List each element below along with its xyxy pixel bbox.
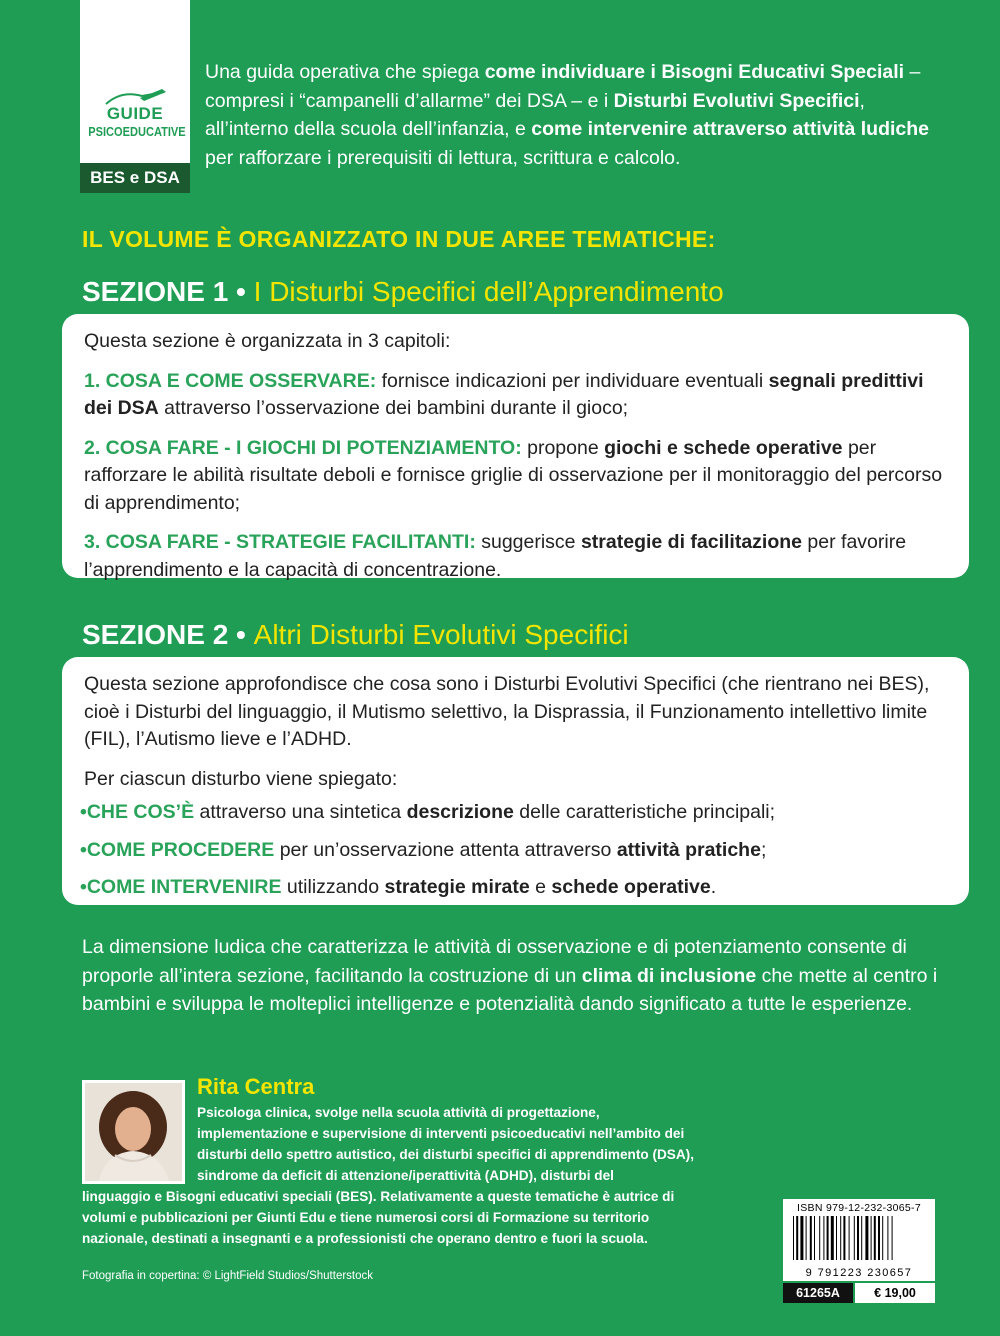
section2-label: SEZIONE 2 [82, 619, 229, 650]
chapter-text: per rafforzare le abilità risultate deboli e fornisce griglie di osservazione per il monitoraggio del percorso di apprendimento; [84, 436, 943, 514]
bullet-text: ; [760, 838, 767, 861]
intro-text: Una guida operativa che spiega [205, 61, 485, 83]
chapter-bold: segnali predittivi dei DSA [84, 369, 924, 419]
isbn-digits: 9 791223 230657 [805, 1267, 913, 1279]
barcode-block [783, 1199, 935, 1281]
section1-heading [82, 276, 724, 308]
chapter-text: propone [521, 436, 605, 459]
outro-paragraph [82, 933, 962, 1019]
chapter-text: attraverso l’osservazione dei bambini durante il gioco; [158, 397, 629, 419]
bullet-heading: •COME PROCEDERE [80, 838, 275, 861]
section2-card [62, 657, 969, 905]
chapter-1 [84, 368, 947, 423]
bullet-text: per un’osservazione attenta attraverso [274, 838, 617, 861]
section2-lead: Per ciascun disturbo viene spiegato: [84, 767, 398, 790]
bullet-come-procedere [80, 837, 947, 865]
section1-intro: Questa sezione è organizzata in 3 capitoli: [84, 330, 451, 352]
outro-text: che mette al centro i bambini e sviluppa le molteplici intelligenze e potenzialità dando significato a tutte le esperienze. [82, 964, 938, 1015]
chapter-bold: giochi e schede operative [604, 436, 843, 459]
bullet-text: attraverso una sintetica [194, 801, 407, 823]
chapter-text: per favorire l’apprendimento e la capacità di concentrazione. [84, 531, 907, 581]
bullet-heading: •CHE COS’È [80, 801, 195, 823]
logo-mark [80, 62, 190, 162]
bullet-text: e [529, 876, 552, 898]
chapter-text: suggerisce [475, 531, 581, 553]
section2-subtitle: Altri Disturbi Evolutivi Specifici [253, 619, 629, 650]
photo-credit: Fotografia in copertina: © LightField Studios/Shutterstock [82, 1270, 374, 1282]
intro-bold: come intervenire attraverso attività ludiche [531, 118, 930, 140]
author-bio-bottom: linguaggio e Bisogni educativi speciali (BES). Relativamente a queste tematiche è autrice di volumi e pubblicazioni per Giunti Edu e tiene numerosi corsi di Formazione su territorio nazionale, destinati a insegnanti e a professionisti che operano dentro e fuori la scuola. [82, 1189, 675, 1246]
price-label: € 19,00 [855, 1283, 935, 1303]
bullet-come-intervenire [80, 874, 947, 902]
outro-text: La dimensione ludica che caratterizza le attività di osservazione e di potenziamento consente di proporle all’intera sezione, facilitando la costruzione di un [82, 936, 907, 987]
section1-subtitle: I Disturbi Specifici dell’Apprendimento [253, 276, 724, 307]
section1-card [62, 314, 969, 581]
bullet-text: . [710, 876, 717, 898]
logo-guide-text: GUIDE [106, 104, 164, 123]
bullet-text: utilizzando [281, 876, 385, 898]
bullet-bold: strategie mirate [384, 876, 530, 898]
chapter-3 [84, 529, 947, 584]
author-bio-top: Psicologa clinica, svolge nella scuola attività di progettazione, implementazione e supervisione di interventi psicoeducativi nell’ambito dei disturbi dello spettro autistico, dei disturbi specifici di apprendimento (DSA), sindrome da deficit di attenzione/iperattività (ADHD), disturbi del [197, 1105, 694, 1183]
barcode-icon [787, 1214, 931, 1262]
section1-dot: • [228, 276, 254, 307]
areas-heading: IL VOLUME È ORGANIZZATO IN DUE AREE TEMATICHE: [82, 226, 716, 252]
bullet-che-cose [80, 799, 947, 827]
section2-intro: Questa sezione approfondisce che cosa sono i Disturbi Evolutivi Specifici (che rientrano nei BES), cioè i Disturbi del linguaggio, il Mutismo selettivo, la Disprassia, il Funzionamento intellettivo limite (FIL), l’Autismo lieve e l’ADHD. [84, 673, 930, 750]
intro-bold: come individuare i Bisogni Educativi Speciali [484, 61, 905, 83]
chapter-bold: strategie di facilitazione [580, 531, 803, 553]
series-logo [80, 0, 190, 193]
section2-dot: • [228, 619, 254, 650]
intro-text: per rafforzare i prerequisiti di lettura, scrittura e calcolo. [205, 146, 681, 169]
price-bar [783, 1283, 935, 1303]
logo-series-label: BES e DSA [80, 163, 190, 193]
intro-text: – compresi i “campanelli d’allarme” dei DSA – e i [205, 61, 921, 112]
author-name: Rita Centra [197, 1074, 315, 1099]
chapter-text: fornisce indicazioni per individuare eventuali [376, 369, 769, 392]
bullet-bold: schede operative [551, 876, 711, 898]
bullet-heading: •COME INTERVENIRE [80, 876, 282, 898]
outro-bold: clima di inclusione [581, 964, 757, 987]
bullet-text: delle caratteristiche principali; [513, 801, 776, 823]
author-bio [82, 1102, 707, 1249]
intro-text: , all’interno della scuola dell’infanzia, e [205, 89, 865, 140]
intro-bold: Disturbi Evolutivi Specifici [613, 89, 860, 112]
product-code: 61265A [783, 1283, 853, 1303]
logo-psico-text: PSICOEDUCATIVE [88, 124, 186, 139]
chapter-heading: 3. COSA FARE - STRATEGIE FACILITANTI: [84, 531, 476, 553]
bullet-bold: attività pratiche [616, 838, 761, 861]
section1-label: SEZIONE 1 [82, 276, 229, 307]
intro-paragraph [205, 58, 950, 172]
chapter-heading: 1. COSA E COME OSSERVARE: [84, 369, 377, 392]
section2-heading [82, 619, 629, 651]
bullet-bold: descrizione [406, 801, 514, 823]
chapter-2 [84, 435, 947, 518]
chapter-heading: 2. COSA FARE - I GIOCHI DI POTENZIAMENTO: [84, 436, 522, 459]
isbn-label: ISBN 979-12-232-3065-7 [797, 1202, 921, 1214]
